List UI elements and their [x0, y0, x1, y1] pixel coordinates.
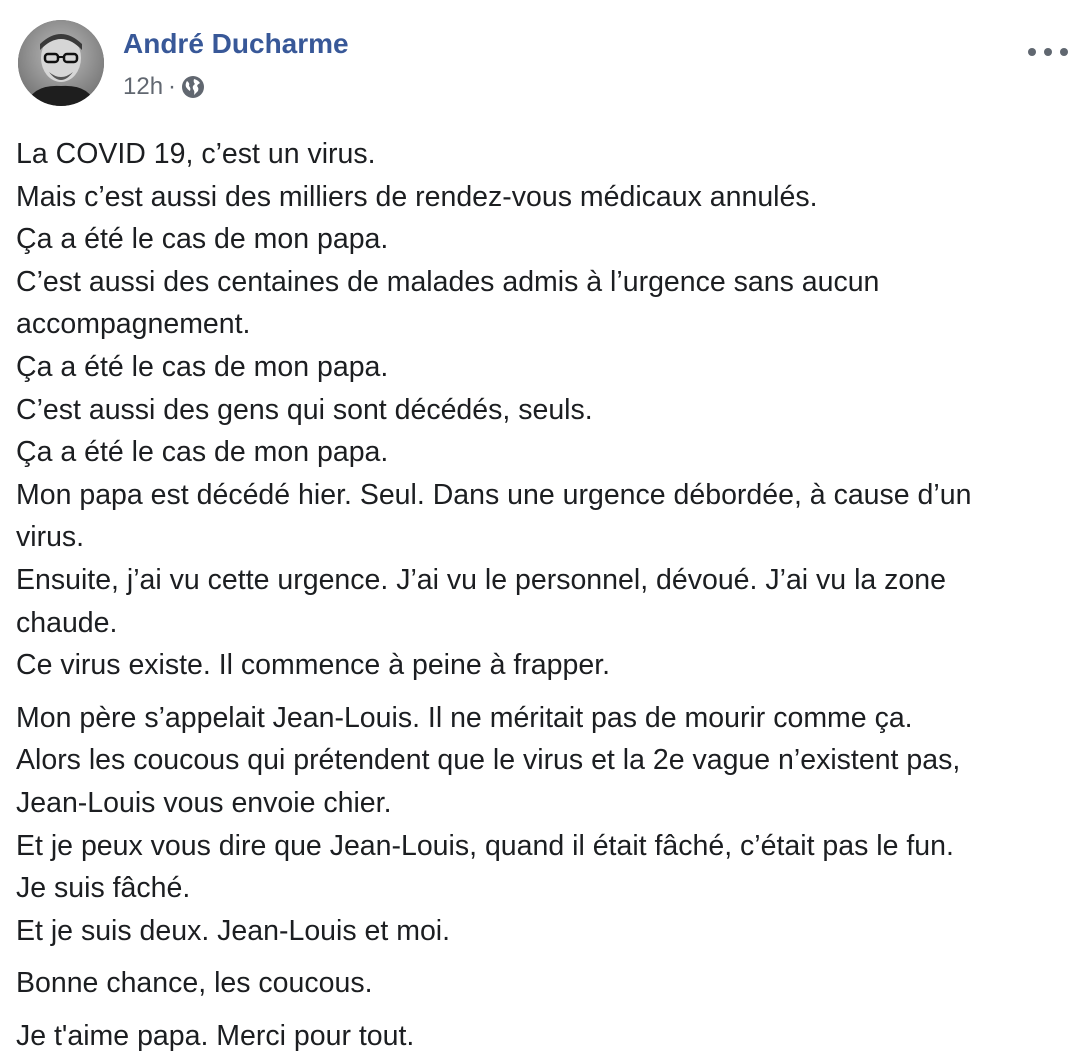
post-paragraph-4	[16, 1015, 1066, 1058]
text-line: Je suis fâché.	[16, 872, 191, 905]
avatar[interactable]	[18, 20, 104, 106]
text-line: Et je suis deux. Jean-Louis et moi.	[16, 914, 451, 947]
text-line: accompagnement.	[16, 308, 251, 341]
post-meta	[123, 73, 205, 101]
text-line: Ce virus existe. Il commence à peine à frapper.	[16, 649, 611, 682]
text-line: La COVID 19, c’est un virus.	[16, 138, 376, 170]
text-line: Ensuite, j’ai vu cette urgence. J’ai vu le personnel, dévoué. J’ai vu la zone	[16, 563, 946, 596]
text-line: Alors les coucous qui prétendent que le virus et la 2e vague n’existent pas,	[16, 744, 961, 777]
dot	[1044, 48, 1052, 56]
post-header	[18, 20, 1086, 112]
text-line: Mais c’est aussi des milliers de rendez-vous médicaux annulés.	[16, 180, 818, 213]
text-line: Ça a été le cas de mon papa.	[16, 436, 389, 469]
meta-separator: ·	[168, 73, 177, 100]
text-line: Mon papa est décédé hier. Seul. Dans une urgence débordée, à cause d’un	[16, 478, 972, 511]
text-line: chaude.	[16, 606, 118, 639]
avatar-photo	[18, 20, 104, 106]
text-line: virus.	[16, 521, 85, 554]
post-timestamp[interactable]: 12h	[123, 73, 164, 100]
more-options-icon[interactable]	[1028, 42, 1068, 62]
dot	[1028, 48, 1036, 56]
dot	[1060, 48, 1068, 56]
text-line: Ça a été le cas de mon papa.	[16, 223, 389, 256]
text-line: Jean-Louis vous envoie chier.	[16, 786, 392, 819]
text-line: Et je peux vous dire que Jean-Louis, quand il était fâché, c’était pas le fun.	[16, 829, 954, 862]
post-paragraph-3	[16, 962, 1066, 1005]
post-paragraph-1	[16, 133, 1066, 687]
post-paragraph-2	[16, 697, 1066, 953]
author-name[interactable]: André Ducharme	[123, 28, 349, 59]
globe-icon[interactable]	[181, 75, 205, 99]
text-line: Je t'aime papa. Merci pour tout.	[16, 1019, 415, 1052]
text-line: Bonne chance, les coucous.	[16, 967, 373, 1000]
text-line: C’est aussi des gens qui sont décédés, seuls.	[16, 393, 593, 426]
text-line: Mon père s’appelait Jean-Louis. Il ne méritait pas de mourir comme ça.	[16, 701, 913, 734]
text-line: C’est aussi des centaines de malades admis à l’urgence sans aucun	[16, 265, 880, 298]
text-line: Ça a été le cas de mon papa.	[16, 350, 389, 383]
post-body	[16, 133, 1066, 1057]
